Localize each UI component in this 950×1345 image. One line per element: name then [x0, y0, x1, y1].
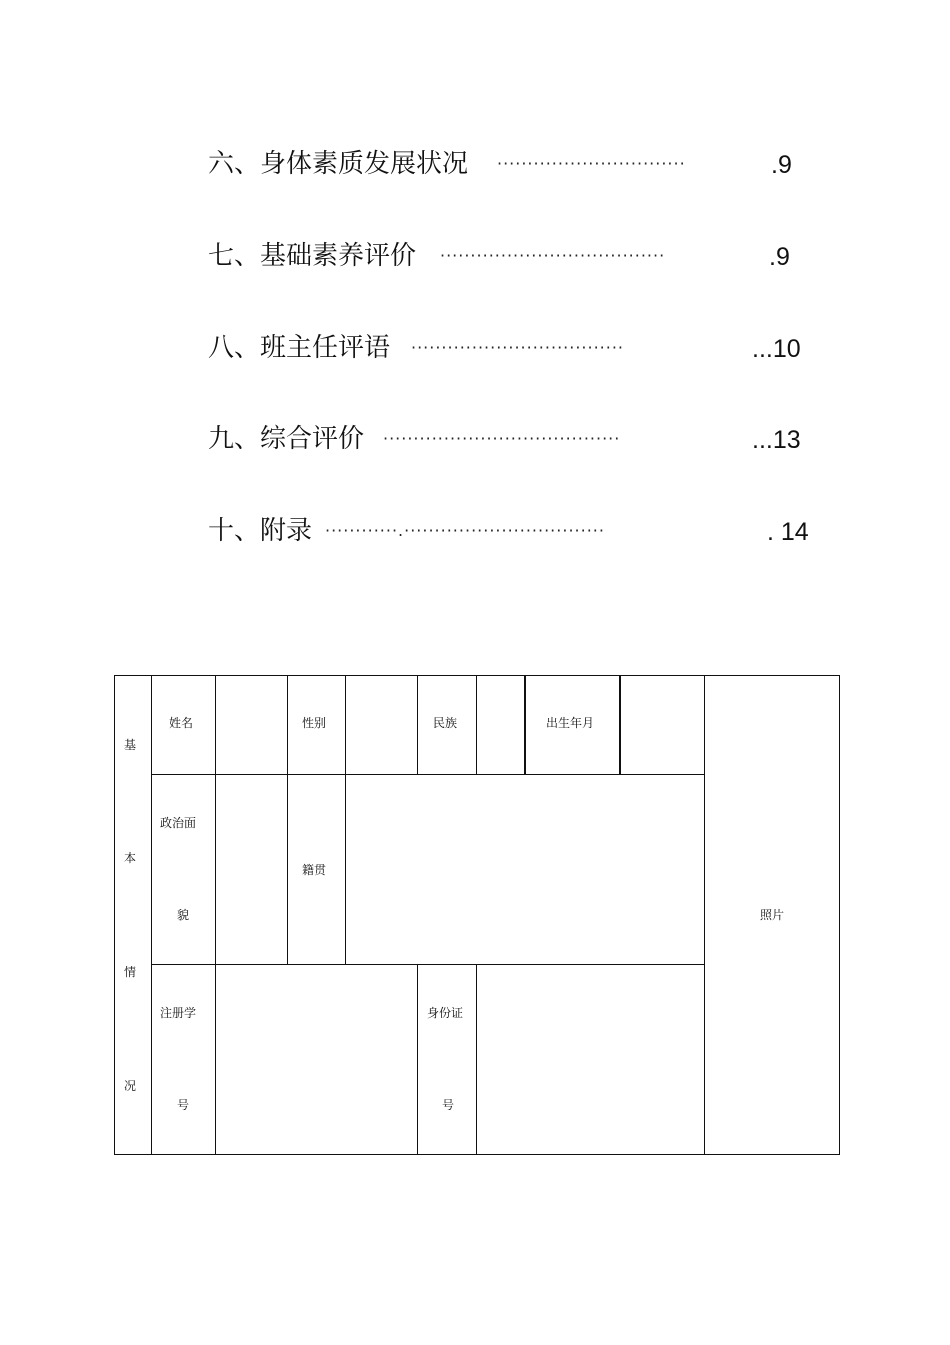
- toc-title: 九、综合评价: [208, 424, 365, 454]
- toc-title: 八、班主任评语: [208, 333, 391, 363]
- section-label-char: 基: [124, 738, 137, 752]
- photo-label: 照片: [760, 908, 785, 922]
- id-no-label-cell: [417, 964, 477, 1155]
- gender-label: 性别: [302, 716, 327, 730]
- id-no-label: 号: [442, 1098, 455, 1112]
- native-place-label: 籍贯: [302, 863, 327, 877]
- toc-leader-dots: ············.·································: [325, 521, 605, 540]
- political-label: 政治面: [160, 816, 197, 830]
- toc-leader-dots: ·····································: [440, 246, 666, 265]
- toc-page-number: . 14: [767, 518, 809, 546]
- toc-page-number: .9: [769, 243, 790, 271]
- id-no-label: 身份证: [427, 1006, 464, 1020]
- toc-page-number: ...13: [752, 426, 801, 454]
- birth-label: 出生年月: [546, 716, 595, 730]
- basic-info-table: [115, 676, 840, 1156]
- ethnicity-input-cell[interactable]: [476, 675, 526, 775]
- table-of-contents: [0, 0, 950, 600]
- toc-leader-dots: ·······································: [383, 429, 621, 448]
- gender-input-cell[interactable]: [345, 675, 418, 775]
- toc-page-number: ...10: [752, 335, 801, 363]
- toc-title: 十、附录: [208, 516, 313, 546]
- section-label-char: 况: [124, 1079, 137, 1093]
- toc-leader-dots: ···································: [411, 338, 625, 357]
- name-label: 姓名: [169, 716, 194, 730]
- id-no-input-cell[interactable]: [476, 964, 705, 1155]
- political-label: 貌: [177, 908, 190, 922]
- section-label-char: 本: [124, 851, 137, 865]
- toc-title: 七、基础素养评价: [208, 241, 417, 271]
- toc-page-number: .9: [771, 151, 792, 179]
- native-place-input-cell[interactable]: [345, 774, 705, 965]
- reg-no-label-cell: [151, 964, 216, 1155]
- reg-no-label: 号: [177, 1098, 190, 1112]
- ethnicity-label: 民族: [433, 716, 458, 730]
- political-input-cell[interactable]: [215, 774, 288, 965]
- birth-input-cell[interactable]: [620, 675, 705, 775]
- name-input-cell[interactable]: [215, 675, 288, 775]
- section-label-char: 情: [124, 965, 137, 979]
- toc-leader-dots: ·······························: [497, 154, 686, 173]
- political-label-cell: [151, 774, 216, 965]
- reg-no-label: 注册学: [160, 1006, 197, 1020]
- toc-title: 六、身体素质发展状况: [208, 149, 469, 179]
- reg-no-input-cell[interactable]: [215, 964, 418, 1155]
